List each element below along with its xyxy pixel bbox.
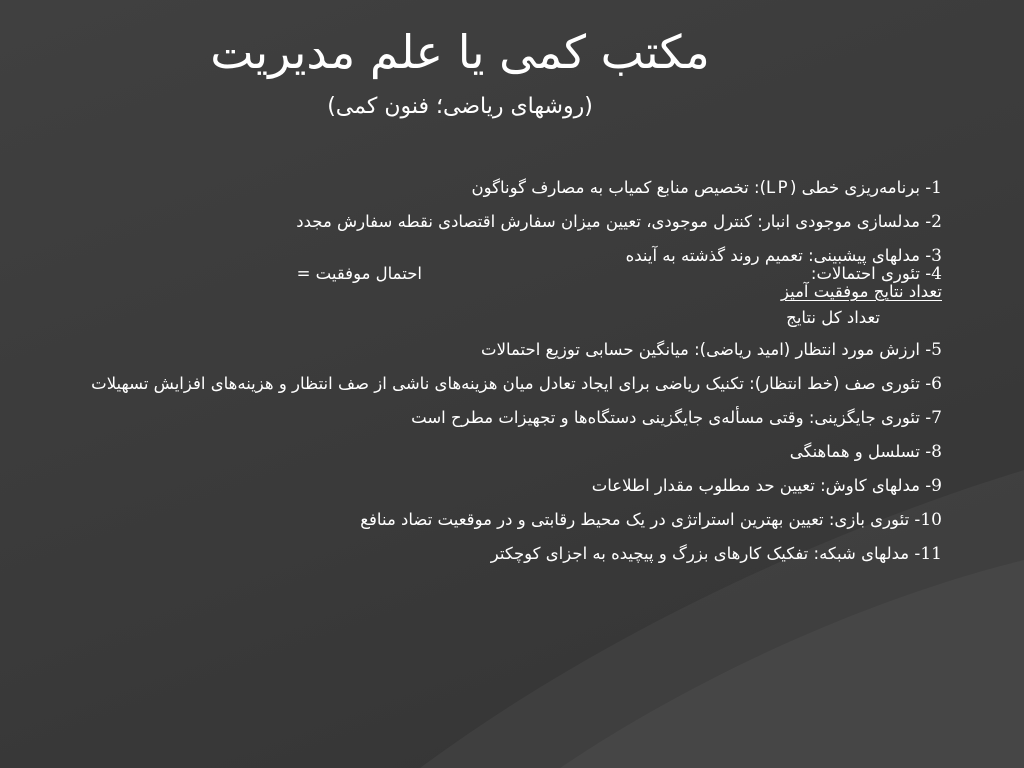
item-number: 7	[931, 408, 942, 428]
list-item	[70, 408, 942, 428]
list-item	[70, 442, 942, 462]
list-item	[70, 246, 942, 266]
fraction-denominator: تعداد کل نتایج	[786, 308, 880, 327]
list-item	[70, 178, 942, 198]
slide-subtitle: (روشهای ریاضی؛ فنون کمی)	[327, 94, 593, 119]
item-text: - تئوری جایگزینی: وقتی مسأله‌ی جایگزینی دستگاه‌ها و تجهیزات مطرح است	[411, 408, 932, 427]
item-text: - تئوری احتمالات:	[810, 264, 932, 283]
item-text: - مدلهای پیشبینی: تعمیم روند گذشته به آینده	[625, 246, 932, 265]
item-number: 2	[931, 212, 942, 232]
list-item	[70, 340, 942, 360]
list-item-probability	[70, 264, 942, 334]
list-item	[70, 510, 942, 530]
item-number: 3	[931, 246, 942, 266]
item-number: 4	[931, 264, 942, 284]
item-text: - برنامه‌ریزی خطی (LP): تخصیص منابع کمیاب به مصارف گوناگون	[471, 178, 932, 197]
item-number: 10	[920, 510, 942, 530]
item-number: 9	[931, 476, 942, 496]
item-number: 6	[931, 374, 942, 394]
list-item	[70, 374, 942, 394]
item-text: - ارزش مورد انتظار (امید ریاضی): میانگین حسابی توزیع احتمالات	[481, 340, 932, 359]
item-text: - مدلهای شبکه: تفکیک کارهای بزرگ و پیچیده به اجزای کوچکتر	[490, 544, 921, 563]
list-item	[70, 212, 942, 232]
list-item	[70, 544, 942, 564]
item-text: - تئوری بازی: تعیین بهترین استراتژی در یک محیط رقابتی و در موقعیت تضاد منافع	[360, 510, 921, 529]
slide-title: مکتب کمی یا علم مدیریت	[210, 25, 710, 79]
probability-label	[811, 264, 942, 284]
probability-formula-label: احتمال موفقیت =	[296, 264, 422, 283]
item-number: 5	[931, 340, 942, 360]
slide-body	[70, 178, 942, 578]
item-text: - مدلهای کاوش: تعیین حد مطلوب مقدار اطلاعات	[591, 476, 932, 495]
item-number: 8	[931, 442, 942, 462]
item-number: 1	[931, 178, 942, 198]
item-number: 11	[920, 544, 942, 564]
item-text: - مدلسازی موجودی انبار: کنترل موجودی، تعیین میزان سفارش اقتصادی نقطه سفارش مجدد	[296, 212, 932, 231]
item-text: - تسلسل و هماهنگی	[789, 442, 932, 461]
fraction-numerator: تعداد نتایج موفقیت آمیز	[780, 282, 942, 301]
list-item	[70, 476, 942, 496]
item-text: - تئوری صف (خط انتظار): تکنیک ریاضی برای ایجاد تعادل میان هزینه‌های ناشی از صف انتظار و هزینه‌های افزایش تسهیلات	[91, 374, 932, 393]
